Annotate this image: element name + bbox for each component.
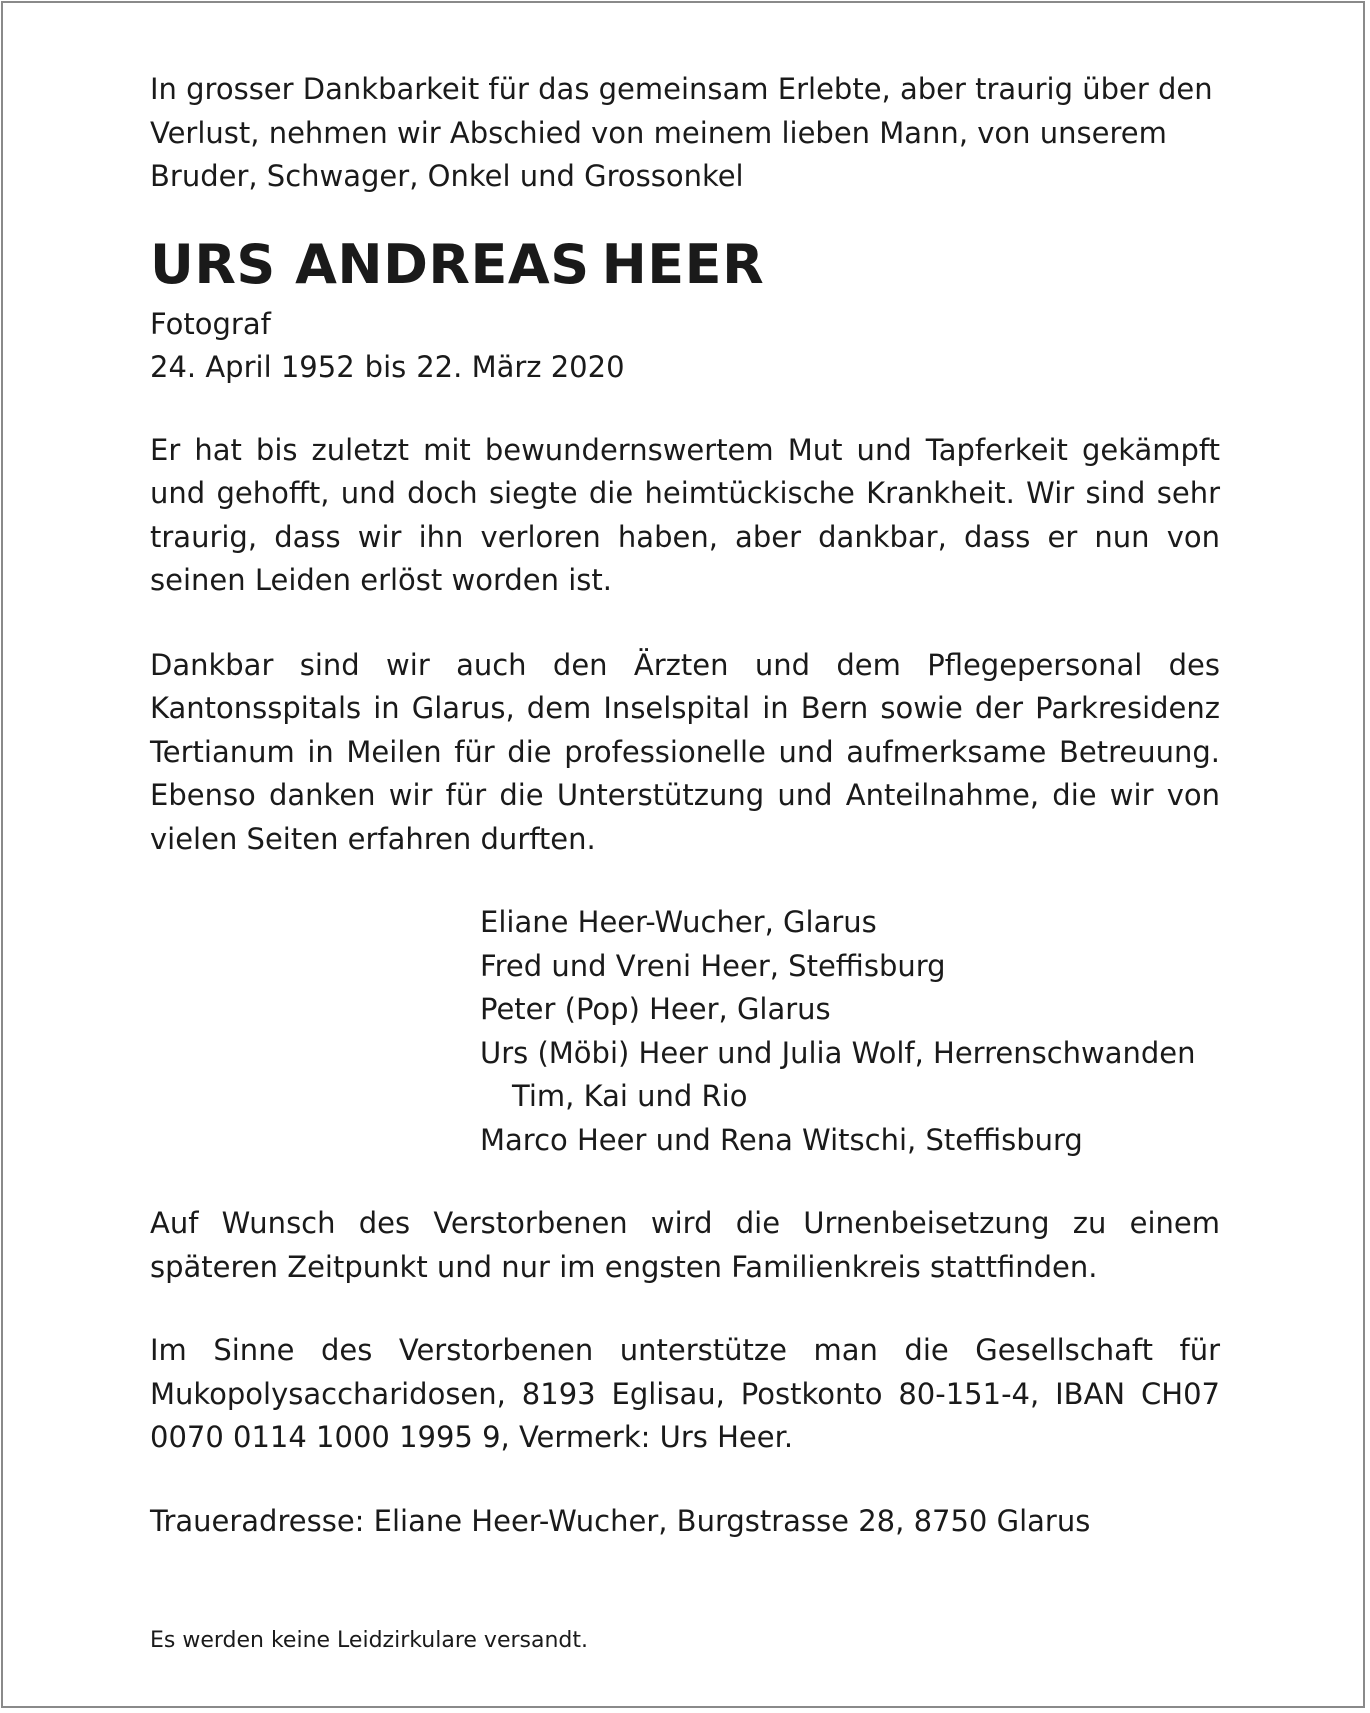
footer-note: Es werden keine Leidzirkulare versandt. — [150, 1628, 589, 1653]
mourner-line: Marco Heer und Rena Witschi, Steffisburg — [480, 1122, 1083, 1157]
deceased-profession: Fotograf — [150, 306, 271, 341]
mourners-list — [480, 901, 1220, 1162]
dates-separator: bis — [364, 349, 407, 384]
illness-paragraph: Er hat bis zuletzt mit bewundernswertem Mut und Tapferkeit gekämpft und gehofft, und doch siegte die heimtückische Krankheit. Wir sind sehr traurig, dass wir ihn verloren haben, aber dankbar, dass er nun von seinen Leiden erlöst worden ist. — [150, 432, 1220, 597]
mourner-line-children: Tim, Kai und Rio — [512, 1079, 748, 1113]
deceased-surname: HEER — [601, 232, 765, 296]
mourner-line: Fred und Vreni Heer, Steffisburg — [480, 948, 946, 983]
life-dates — [150, 346, 1220, 389]
mourner-line: Urs (Möbi) Heer und Julia Wolf, Herrenschwanden — [480, 1035, 1196, 1070]
death-date: 22. März 2020 — [416, 349, 625, 384]
obituary-notice — [150, 68, 1220, 1543]
intro-paragraph: In grosser Dankbarkeit für das gemeinsam Erlebte, aber traurig über den Verlust, nehmen wir Abschied von meinem lieben Mann, von unserem Bruder, Schwager, Onkel und Grossonkel — [150, 72, 1213, 193]
deceased-first-names: URS ANDREAS — [150, 232, 590, 296]
mourner-line: Peter (Pop) Heer, Glarus — [480, 992, 831, 1026]
deceased-name — [150, 232, 1220, 296]
donation-paragraph: Im Sinne des Verstorbenen unterstütze man die Gesellschaft für Mukopolysaccharidosen, 8193 Eglisau, Postkonto 80-151-4, IBAN CH07 0070 0114 1000 1995 9, Vermerk: Urs Heer. — [150, 1333, 1220, 1454]
mourner-line: Eliane Heer-Wucher, Glarus — [480, 905, 877, 939]
burial-paragraph: Auf Wunsch des Verstorbenen wird die Urnenbeisetzung zu einem späteren Zeitpunkt und nur im engsten Familienkreis stattfinden. — [150, 1206, 1220, 1284]
mourning-address: Traueradresse: Eliane Heer-Wucher, Burgstrasse 28, 8750 Glarus — [150, 1503, 1091, 1538]
birth-date: 24. April 1952 — [150, 349, 355, 384]
thanks-paragraph: Dankbar sind wir auch den Ärzten und dem Pflegepersonal des Kantonsspitals in Glarus, dem Inselspital in Bern sowie der Parkresidenz Tertianum in Meilen für die professionelle und aufmerksame Betreuung. Ebenso danken wir für die Unterstützung und Anteilnahme, die wir von vielen Seiten erfahren durften. — [150, 647, 1220, 856]
